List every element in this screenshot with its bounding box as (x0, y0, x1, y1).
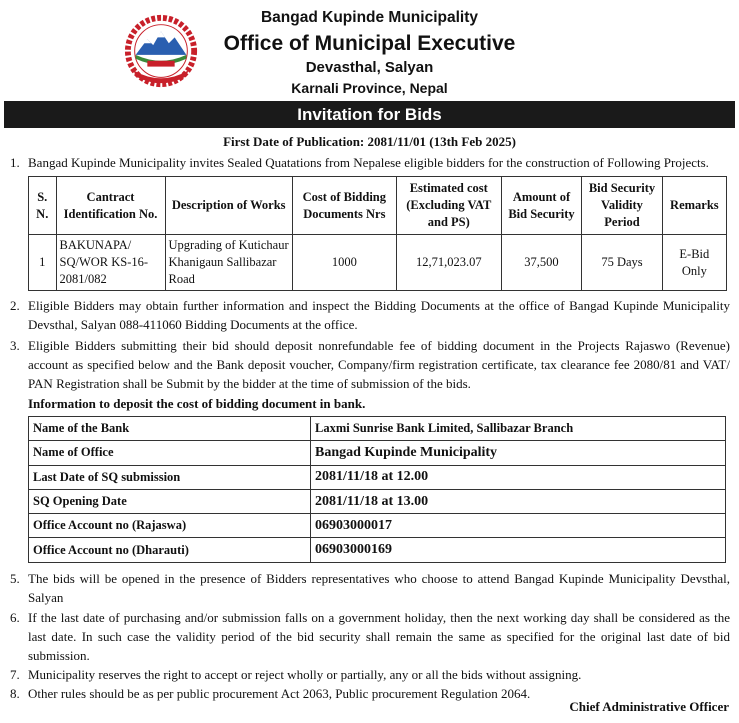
table-cell: 1000 (292, 235, 396, 291)
column-header: Estimated cost (Excluding VAT and PS) (396, 177, 501, 235)
bank-info-label: Name of Office (29, 441, 311, 465)
table-row (29, 489, 726, 513)
office-name: Office of Municipal Executive (223, 32, 516, 55)
municipality-name: Bangad Kupinde Municipality (260, 9, 478, 26)
bid-table (28, 176, 727, 291)
clause-number: 7. (10, 667, 20, 682)
bank-info-label: Last Date of SQ submission (29, 465, 311, 489)
bank-info-label: Office Account no (Rajaswa) (29, 514, 311, 538)
signatory-title: Chief Administrative Officer (569, 699, 729, 714)
table-row (29, 441, 726, 465)
clause-number: 5. (10, 571, 20, 586)
clause-text: If the last date of purchasing and/or submission falls on a government holiday, then the next working day shall be considered as the last date. In such case the validity period of the bid security shall remain the same as specified for the original last date of bid submission. (28, 610, 730, 663)
publication-date: First Date of Publication: 2081/11/01 (13th Feb 2025) (223, 134, 516, 149)
table-cell: E-Bid Only (662, 235, 726, 291)
column-header: Description of Works (165, 177, 292, 235)
clause-number: 1. (10, 155, 20, 170)
table-row (29, 514, 726, 538)
table-cell: 1 (29, 235, 57, 291)
bank-info-value: Laxmi Sunrise Bank Limited, Sallibazar Branch (311, 417, 726, 441)
bank-info-value: Bangad Kupinde Municipality (311, 441, 726, 465)
bank-info-label: Name of the Bank (29, 417, 311, 441)
clause-text: Municipality reserves the right to accept or reject wholly or partially, any or all the bids without assigning. (28, 667, 582, 682)
table-cell: 75 Days (582, 235, 662, 291)
province: Karnali Province, Nepal (291, 80, 448, 96)
table-cell: Upgrading of Kutichaur Khanigaun Sallibazar Road (165, 235, 292, 291)
table-row (29, 417, 726, 441)
clause-1 (10, 153, 730, 172)
column-header: Cantract Identification No. (56, 177, 165, 235)
column-header: Cost of Bidding Documents Nrs (292, 177, 396, 235)
bank-info-value: 2081/11/18 at 12.00 (311, 465, 726, 489)
table-cell: 37,500 (501, 235, 581, 291)
bank-info-value: 2081/11/18 at 13.00 (311, 489, 726, 513)
clause-2 (10, 296, 730, 334)
column-header: S. N. (29, 177, 57, 235)
table-row (29, 538, 726, 562)
column-header: Bid Security Validity Period (582, 177, 662, 235)
clause-text: Eligible Bidders may obtain further information and inspect the Bidding Documents at the office of Bangad Kupinde Municipality Devsthal, Salyan 088-411060 Bidding Documents at the office. (28, 298, 730, 332)
office-location: Devasthal, Salyan (305, 59, 434, 76)
column-header: Remarks (662, 177, 726, 235)
clause-number: 8. (10, 686, 20, 701)
table-cell: BAKUNAPA/ SQ/WOR KS-16-2081/082 (56, 235, 165, 291)
table-cell: 12,71,023.07 (396, 235, 501, 291)
table-header-row (29, 177, 727, 235)
clause-number: 3. (10, 338, 20, 353)
clause-text: The bids will be opened in the presence of Bidders representatives who choose to attend Bangad Kupinde Municipality Devsthal, Salyan (28, 571, 730, 605)
clause-text: Other rules should be as per public procurement Act 2063, Public procurement Regulation 2064. (28, 686, 531, 701)
bank-info-value: 06903000169 (311, 538, 726, 562)
clause-5 (10, 569, 730, 607)
bank-info-label: Office Account no (Dharauti) (29, 538, 311, 562)
clause-number: 6. (10, 610, 20, 625)
clause-number: 2. (10, 298, 20, 313)
clause-7 (10, 665, 730, 684)
clause-6 (10, 608, 730, 665)
bank-info-value: 06903000017 (311, 514, 726, 538)
notice-title-banner: Invitation for Bids (4, 101, 735, 128)
clause-text: Eligible Bidders submitting their bid should deposit nonrefundable fee of bidding document in the Projects Rajaswo (Revenue) account as specified below and the Bank deposit voucher, Company/firm registration certificate, tax clearance fee 2080/81 and VAT/ PAN Registration shall be Submit by the bidder at the time of submission of the bids. (28, 338, 730, 391)
clause-text: Bangad Kupinde Municipality invites Sealed Quatations from Nepalese eligible bidders for the construction of Following Projects. (28, 155, 709, 170)
bank-info-table (28, 416, 726, 563)
table-row (29, 465, 726, 489)
column-header: Amount of Bid Security (501, 177, 581, 235)
bank-info-label: SQ Opening Date (29, 489, 311, 513)
bank-info-title: Information to deposit the cost of bidding document in bank. (28, 396, 366, 411)
clause-3 (10, 336, 730, 393)
table-row (29, 235, 727, 291)
header (0, 0, 739, 100)
